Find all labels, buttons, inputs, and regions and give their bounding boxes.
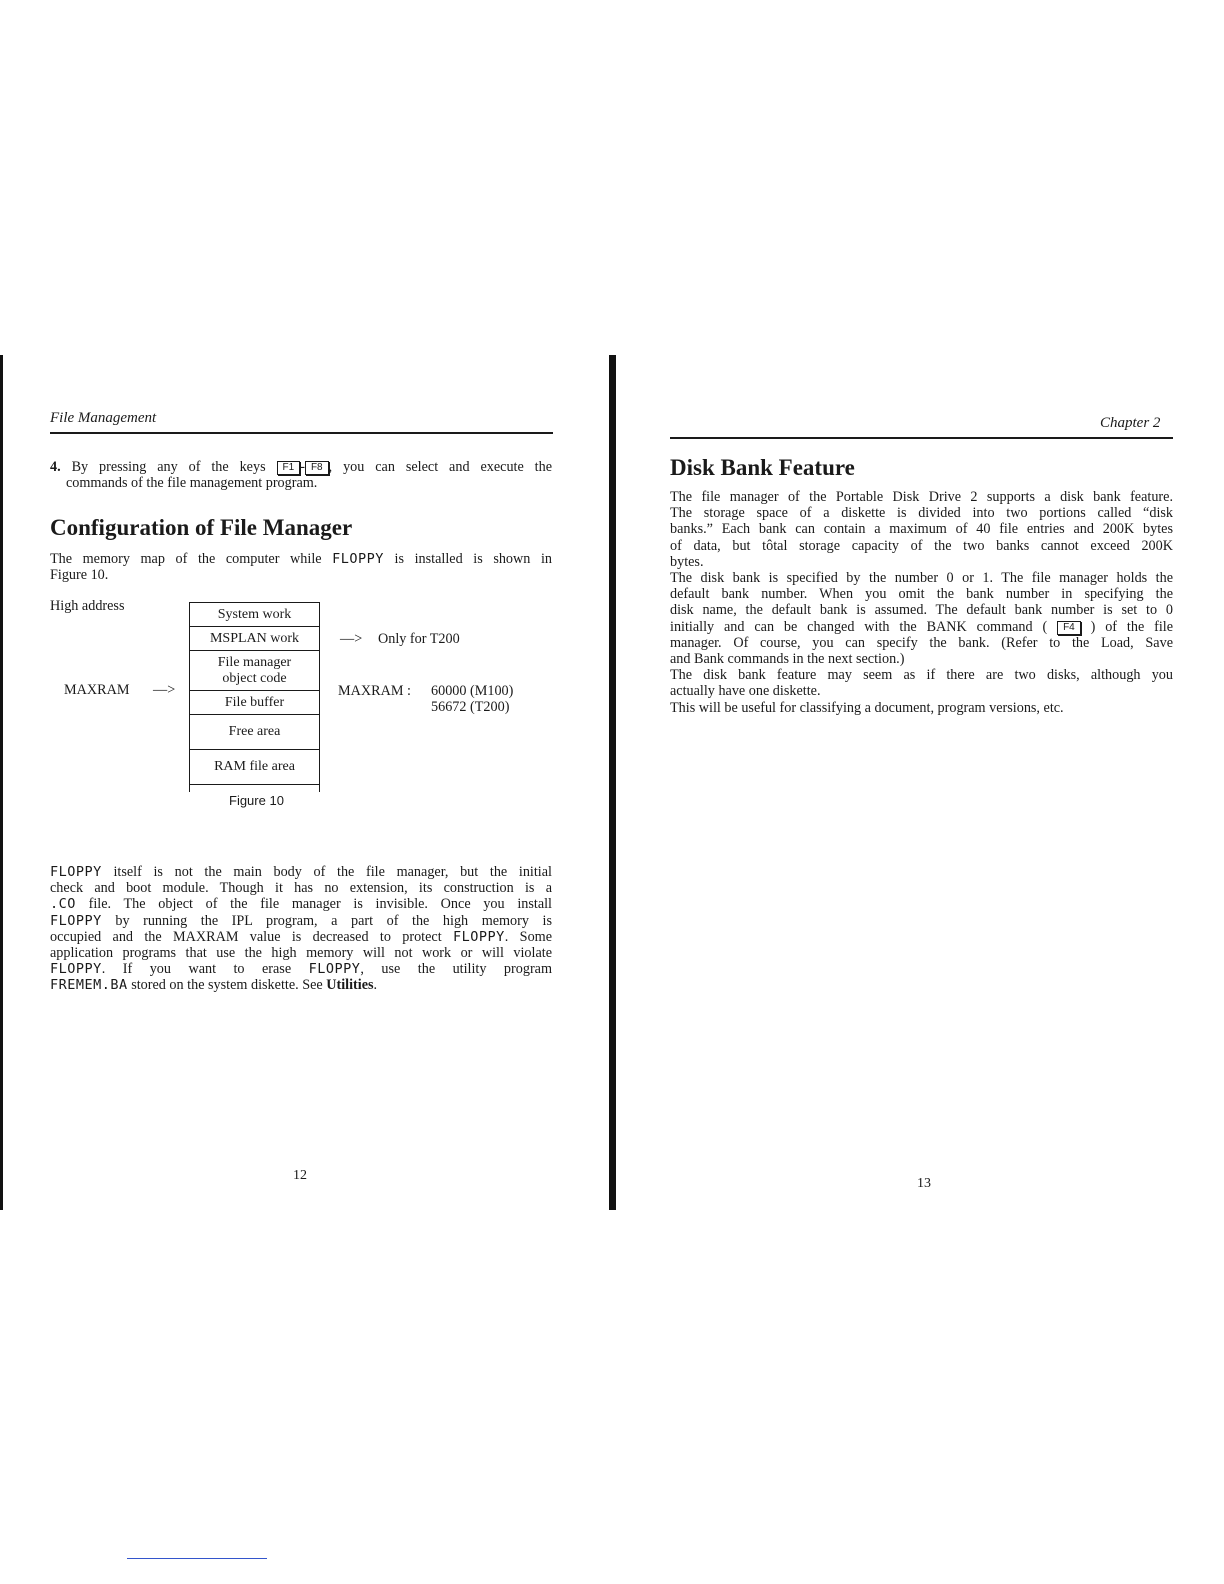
running-head-right: Chapter 2	[1100, 415, 1161, 431]
header-rule-left	[50, 432, 553, 434]
header-rule-right	[670, 437, 1173, 439]
heading-disk-bank: Disk Bank Feature	[670, 455, 855, 480]
memory-cell: MSPLAN work	[190, 627, 319, 651]
maxram-arrow: —>	[153, 682, 176, 698]
page-number-left: 12	[293, 1168, 307, 1183]
maxram-m100: 60000 (M100)	[431, 683, 514, 699]
item-number: 4.	[50, 459, 61, 475]
t200-arrow: —>	[340, 631, 363, 647]
intro-paragraph: The memory map of the computer while FLOPPY is installed is shown in Figure 10.	[50, 551, 552, 584]
body-paragraph: FLOPPY itself is not the main body of the file manager, but the initial check and boot module. Though it has no extension, its construction is a .CO file. The object of the file manager is invisible. Once you install FLOPPY by running the IPL program, a part of the high memory is occupied and the MAXRAM value is decreased to protect FLOPPY. Some application programs that use the high memory will not work or will violate FLOPPY. If you want to erase FLOPPY, use the utility program FREMEM.BA stored on the system diskette. See Utilities.	[50, 864, 552, 994]
utilities-reference: Utilities	[326, 977, 374, 994]
memory-cell: File manager object code	[190, 651, 319, 691]
memory-cell: RAM file area	[190, 750, 319, 785]
page-number-right: 13	[917, 1176, 931, 1191]
memory-cell: File buffer	[190, 691, 319, 715]
memory-cell: Free area	[190, 715, 319, 750]
key-f8: F8	[305, 461, 329, 475]
maxram-label: MAXRAM	[64, 682, 130, 698]
disk-bank-paragraph: The file manager of the Portable Disk Drive 2 supports a disk bank feature. The storage space of a diskette is divided into two portions called “disk banks.” Each bank can contain a maximum of 40 file entries and 200K bytes of data, but tôtal storage capacity of the two banks cannot exceed 200K bytes. The disk bank is specified by the number 0 or 1. The file manager holds the default bank number. When you omit the bank number in specifying the disk name, the default bank is assumed. The default bank number is set to 0 initially and can be changed with the BANK command ( F4 ) of the file manager. Of course, you can specify the bank. (Refer to the Load, Save and Bank commands in the next section.) The disk bank feature may seem as if there are two disks, although you actually have one diskette. This will be useful for classifying a document, program versions, etc.	[670, 489, 1174, 716]
heading-configuration: Configuration of File Manager	[50, 515, 353, 540]
bottom-link-line	[127, 1558, 267, 1559]
t200-note: Only for T200	[378, 631, 460, 647]
high-address-label: High address	[50, 598, 125, 614]
memory-cell: System work	[190, 603, 319, 627]
memory-map	[189, 602, 320, 792]
item-4: 4. By pressing any of the keys F1 - F8 , you can select and execute the commands of the file management program.	[50, 459, 553, 492]
figure-caption: Figure 10	[229, 793, 284, 808]
maxram-t200: 56672 (T200)	[431, 699, 510, 715]
key-f1: F1	[277, 461, 301, 475]
running-head-left: File Management	[50, 410, 157, 426]
center-gutter-bar	[609, 355, 616, 1210]
key-f4: F4	[1057, 621, 1081, 635]
left-edge-bar	[0, 355, 3, 1210]
maxram-values-label: MAXRAM :	[338, 683, 411, 699]
